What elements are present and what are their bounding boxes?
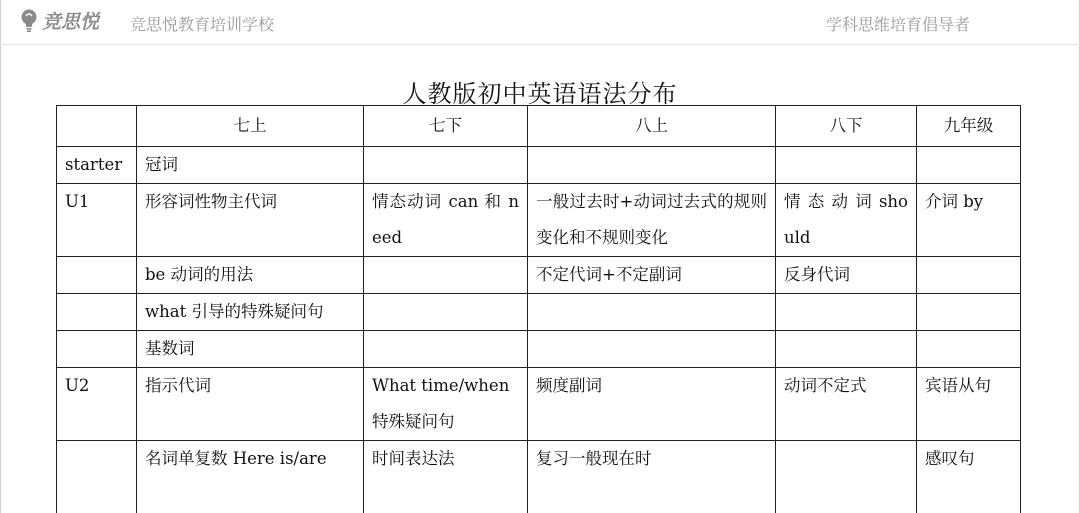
table-cell: 宾语从句 <box>917 368 1021 441</box>
column-header-unit <box>57 106 137 147</box>
document-title: 人教版初中英语语法分布 <box>402 80 678 108</box>
table-cell <box>917 331 1021 368</box>
table-cell <box>776 294 917 331</box>
table-cell: 名词单复数 Here is/are <box>137 441 364 513</box>
table-cell <box>364 257 528 294</box>
table-row <box>57 331 1021 368</box>
table-cell: What time/when 特殊疑问句 <box>364 368 528 441</box>
table-cell <box>528 147 776 184</box>
unit-cell <box>57 257 137 294</box>
column-header-grade8-first: 八上 <box>528 106 776 147</box>
column-header-grade8-second: 八下 <box>776 106 917 147</box>
table-cell <box>776 331 917 368</box>
logo-text: 竞思悦 <box>42 11 100 33</box>
table-cell: 形容词性物主代词 <box>137 184 364 257</box>
unit-cell: U2 <box>57 368 137 441</box>
column-header-grade9: 九年级 <box>917 106 1021 147</box>
table-cell: 动词不定式 <box>776 368 917 441</box>
table-row <box>57 184 1021 257</box>
table-cell: 时间表达法 <box>364 441 528 513</box>
column-header-grade7-second: 七下 <box>364 106 528 147</box>
grammar-distribution-table <box>56 105 1021 513</box>
table-cell: 冠词 <box>137 147 364 184</box>
unit-cell <box>57 441 137 513</box>
lightbulb-icon <box>20 9 38 33</box>
table-cell <box>917 257 1021 294</box>
unit-cell: U1 <box>57 184 137 257</box>
table-cell <box>917 147 1021 184</box>
table-cell: 频度副词 <box>528 368 776 441</box>
table-cell: 指示代词 <box>137 368 364 441</box>
table-cell: 复习一般现在时 <box>528 441 776 513</box>
table-cell <box>364 331 528 368</box>
table-cell <box>776 441 917 513</box>
table-row <box>57 257 1021 294</box>
school-name: 竞思悦教育培训学校 <box>130 15 275 34</box>
table-cell <box>776 147 917 184</box>
table-cell: 反身代词 <box>776 257 917 294</box>
header-slogan: 学科思维培育倡导者 <box>825 15 970 34</box>
column-header-grade7-first: 七上 <box>137 106 364 147</box>
table-cell: be 动词的用法 <box>137 257 364 294</box>
table-cell <box>917 294 1021 331</box>
page-header <box>0 0 1080 44</box>
school-logo <box>20 7 99 34</box>
table-cell <box>364 294 528 331</box>
table-cell: 情态动词 can 和 need <box>364 184 528 257</box>
table-cell: 不定代词+不定副词 <box>528 257 776 294</box>
table-cell: 情 态 动 词 should <box>776 184 917 257</box>
header-divider <box>0 44 1080 45</box>
table-cell <box>528 294 776 331</box>
unit-cell <box>57 294 137 331</box>
table-cell: 介词 by <box>917 184 1021 257</box>
table-row <box>57 368 1021 441</box>
unit-cell: starter <box>57 147 137 184</box>
unit-cell <box>57 331 137 368</box>
table-cell <box>528 331 776 368</box>
table-cell: 基数词 <box>137 331 364 368</box>
table-row <box>57 147 1021 184</box>
table-cell: 一般过去时+动词过去式的规则变化和不规则变化 <box>528 184 776 257</box>
table-cell: 感叹句 <box>917 441 1021 513</box>
table-cell: what 引导的特殊疑问句 <box>137 294 364 331</box>
table-header-row <box>57 106 1021 147</box>
table-row <box>57 294 1021 331</box>
table-cell <box>364 147 528 184</box>
table-row <box>57 441 1021 513</box>
